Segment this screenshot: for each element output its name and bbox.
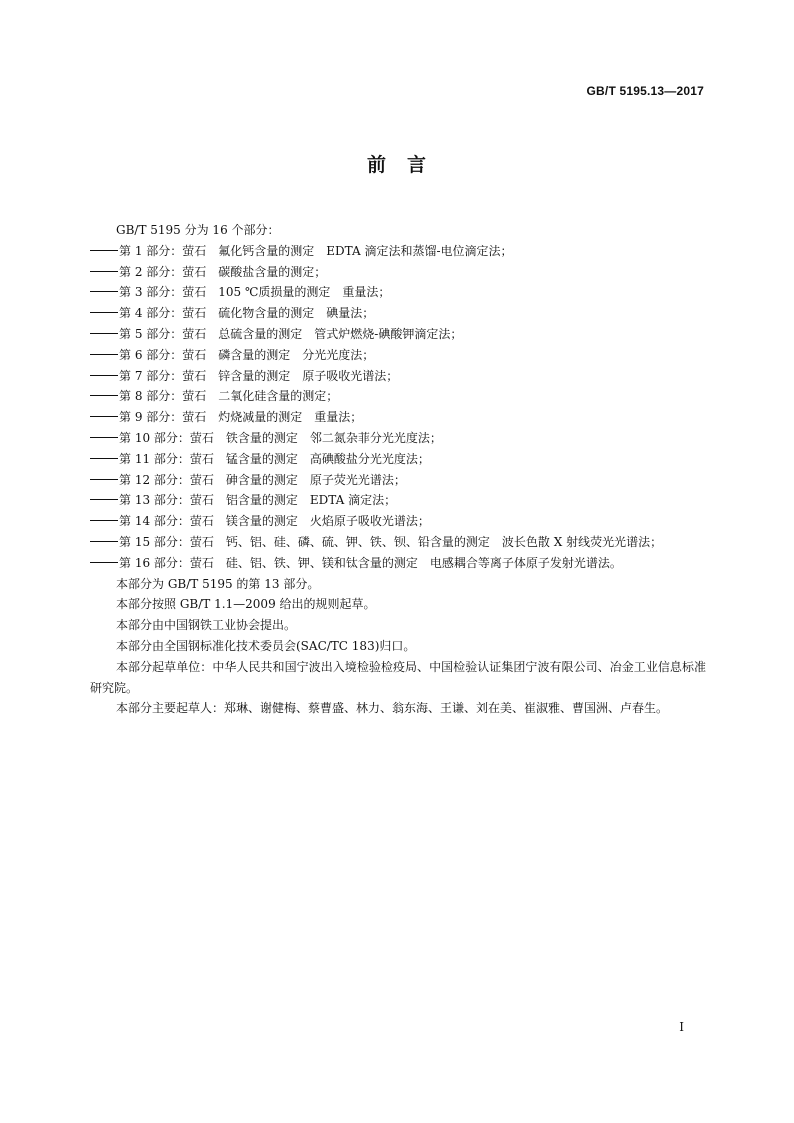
- page-number: I: [679, 1020, 684, 1034]
- list-item: [90, 407, 706, 428]
- part-text: 锌含量的测定 原子吸收光谱法；: [218, 368, 399, 383]
- part-label: 第 11 部分：萤石: [119, 451, 214, 466]
- drafting-rules-statement: 本部分按照 GB/T 1.1—2009 给出的规则起草。: [116, 597, 376, 612]
- part-label: 第 9 部分：萤石: [119, 410, 207, 425]
- part-label: 第 6 部分：萤石: [119, 347, 207, 362]
- proposed-by-statement: 本部分由中国钢铁工业协会提出。: [116, 618, 297, 633]
- list-item: [90, 470, 706, 491]
- list-item: [90, 241, 706, 262]
- part-label: 第 1 部分：萤石: [119, 243, 207, 258]
- list-item: [90, 511, 706, 532]
- part-text: 铁含量的测定 邻二氮杂菲分光光度法；: [225, 430, 442, 445]
- part-text: 二氧化硅含量的测定；: [218, 389, 339, 404]
- list-item: [90, 345, 706, 366]
- part-text: 锰含量的测定 高碘酸盐分光光度法；: [225, 451, 430, 466]
- intro-line: GB/T 5195 分为 16 个部分：: [116, 223, 280, 237]
- list-item: [90, 449, 706, 470]
- em-dash: [90, 479, 118, 480]
- em-dash: [90, 541, 118, 542]
- part-label: 第 12 部分：萤石: [119, 472, 214, 487]
- part-label: 第 4 部分：萤石: [119, 306, 207, 321]
- list-item: [90, 532, 706, 553]
- part-label: 第 16 部分：萤石: [119, 555, 214, 570]
- part-text: 砷含量的测定 原子荧光光谱法；: [225, 472, 406, 487]
- part-label: 第 3 部分：萤石: [119, 285, 207, 300]
- part-label: 第 2 部分：萤石: [119, 264, 207, 279]
- part-text: 硅、铝、铁、钾、镁和钛含量的测定 电感耦合等离子体原子发射光谱法。: [225, 555, 622, 570]
- part-number-statement: 本部分为 GB/T 5195 的第 13 部分。: [116, 576, 320, 591]
- em-dash: [90, 250, 118, 251]
- list-item: [90, 324, 706, 345]
- standard-code: GB/T 5195.13—2017: [586, 84, 704, 98]
- em-dash: [90, 562, 118, 563]
- list-item: [90, 282, 706, 303]
- list-item: [90, 553, 706, 574]
- em-dash: [90, 312, 118, 313]
- part-text: 镁含量的测定 火焰原子吸收光谱法；: [225, 514, 430, 529]
- part-label: 第 8 部分：萤石: [119, 389, 207, 404]
- list-item: [90, 303, 706, 324]
- part-label: 第 13 部分：萤石: [119, 493, 214, 508]
- part-text: 硫化物含量的测定 碘量法；: [218, 306, 375, 321]
- part-label: 第 5 部分：萤石: [119, 326, 207, 341]
- part-text: 氟化钙含量的测定 EDTA 滴定法和蒸馏-电位滴定法；: [218, 243, 513, 258]
- part-text: 铝含量的测定 EDTA 滴定法；: [225, 493, 397, 508]
- drafting-units-statement: 本部分起草单位：中华人民共和国宁波出入境检验检疫局、中国检验认证集团宁波有限公司、冶金工业信息标准研究院。: [90, 659, 706, 695]
- part-label: 第 15 部分：萤石: [119, 534, 214, 549]
- em-dash: [90, 395, 118, 396]
- em-dash: [90, 291, 118, 292]
- em-dash: [90, 499, 118, 500]
- part-label: 第 14 部分：萤石: [119, 514, 214, 529]
- page-title: 前 言: [366, 154, 427, 176]
- em-dash: [90, 333, 118, 334]
- part-label: 第 7 部分：萤石: [119, 368, 207, 383]
- list-item: [90, 428, 706, 449]
- list-item: [90, 386, 706, 407]
- list-item: [90, 262, 706, 283]
- em-dash: [90, 437, 118, 438]
- part-text: 105 ℃质损量的测定 重量法；: [218, 285, 391, 300]
- list-item: [90, 366, 706, 387]
- em-dash: [90, 354, 118, 355]
- parts-list: [90, 241, 706, 574]
- part-text: 钙、铝、硅、磷、硫、钾、铁、钡、铅含量的测定 波长色散 X 射线荧光光谱法；: [225, 534, 663, 549]
- part-text: 碳酸盐含量的测定；: [218, 264, 327, 279]
- em-dash: [90, 458, 118, 459]
- centralized-by-statement: 本部分由全国钢标准化技术委员会(SAC/TC 183)归口。: [116, 638, 416, 653]
- em-dash: [90, 520, 118, 521]
- main-drafters-statement: 本部分主要起草人：郑琳、谢健梅、蔡曹盛、林力、翁东海、王谦、刘在美、崔淑雅、曹国洲、卢春生。: [116, 701, 669, 716]
- em-dash: [90, 375, 118, 376]
- part-text: 总硫含量的测定 管式炉燃烧-碘酸钾滴定法；: [218, 326, 463, 341]
- em-dash: [90, 416, 118, 417]
- em-dash: [90, 271, 118, 272]
- foreword-body: [90, 220, 706, 719]
- list-item: [90, 490, 706, 511]
- part-label: 第 10 部分：萤石: [119, 430, 214, 445]
- part-text: 磷含量的测定 分光光度法；: [218, 347, 375, 362]
- part-text: 灼烧减量的测定 重量法；: [218, 410, 363, 425]
